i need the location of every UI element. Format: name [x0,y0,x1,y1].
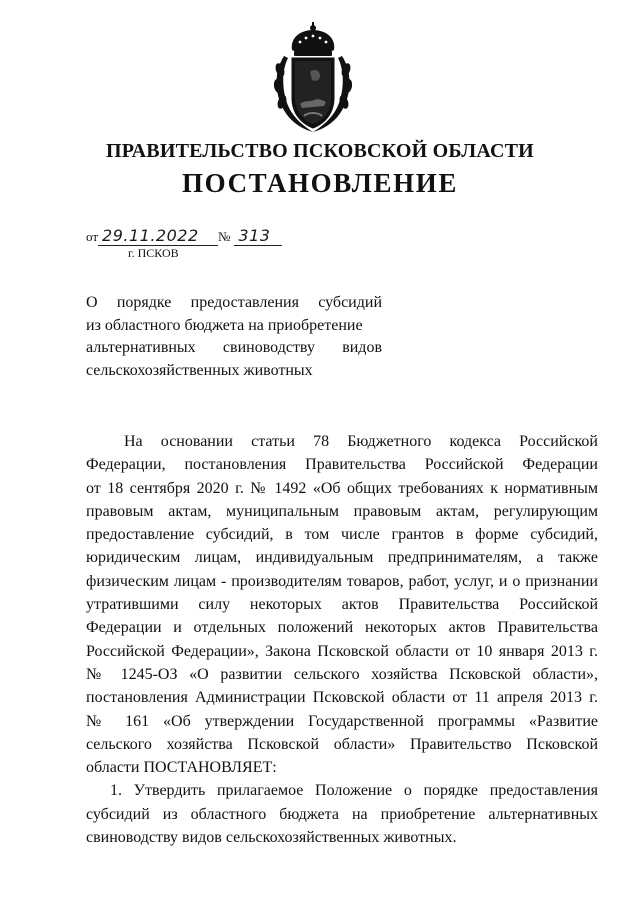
document-number: 313 [234,226,282,246]
city-label: г. ПСКОВ [128,246,179,260]
body-line: № 1245-ОЗ «О развитии сельского хозяйства Псковской области», [86,665,598,683]
body-line: субсидий из областного бюджета на приобретение альтернативных [86,805,598,823]
date-prefix: от [86,229,99,244]
body-line: свиноводству видов сельскохозяйственных животных. [86,829,457,847]
body-line: области ПОСТАНОВЛЯЕТ: [86,759,277,777]
body-line: На основании статьи 78 Бюджетного кодекса Российской [124,433,598,450]
body-line: № 161 «Об утверждении Государственной программы «Развитие [86,712,598,730]
body-line: постановления Администрации Псковской области от 11 апреля 2013 г. [86,689,598,707]
body-line: утратившими силу некоторых актов Правительства Российской [86,596,598,614]
body-line: правовым актам, муниципальным правовым актам, регулирующим [86,502,598,520]
body-line: сельского хозяйства Псковской области» Правительство Псковской [86,735,598,753]
body-line: 1. Утвердить прилагаемое Положение о порядке предоставления [110,782,598,800]
body-line: физическим лицам - производителям товаров, работ, услуг, и о признании [86,572,598,590]
number-prefix: № [218,229,231,244]
government-title: ПРАВИТЕЛЬСТВО ПСКОВСКОЙ ОБЛАСТИ [106,140,534,162]
document-type: ПОСТАНОВЛЕНИЕ [182,168,458,198]
body-line: от 18 сентября 2020 г. № 1492 «Об общих требованиях к нормативным [86,479,598,497]
subject-line: О порядке предоставления субсидий [86,294,382,311]
document-date: 29.11.2022 [98,226,218,246]
subject-line: из областного бюджета на приобретение [86,316,363,334]
subject-line: сельскохозяйственных животных [86,361,313,379]
body-line: юридическим лицам, индивидуальным предпринимателям, а также [86,549,598,567]
body-line: Российской Федерации», Закона Псковской области от 10 января 2013 г. [86,642,598,660]
subject-line: альтернативных свиноводству видов [86,339,382,356]
registration-line [86,226,282,246]
document-subject [86,292,382,382]
document-body [86,430,598,849]
body-line: Федерации и отдельных положений некоторых актов Правительства [86,619,598,637]
body-line: Федерации, постановления Правительства Российской Федерации [86,456,598,474]
body-line: предоставление субсидий, в том числе грантов в форме субсидий, [86,526,598,544]
coat-of-arms-icon [270,20,356,136]
